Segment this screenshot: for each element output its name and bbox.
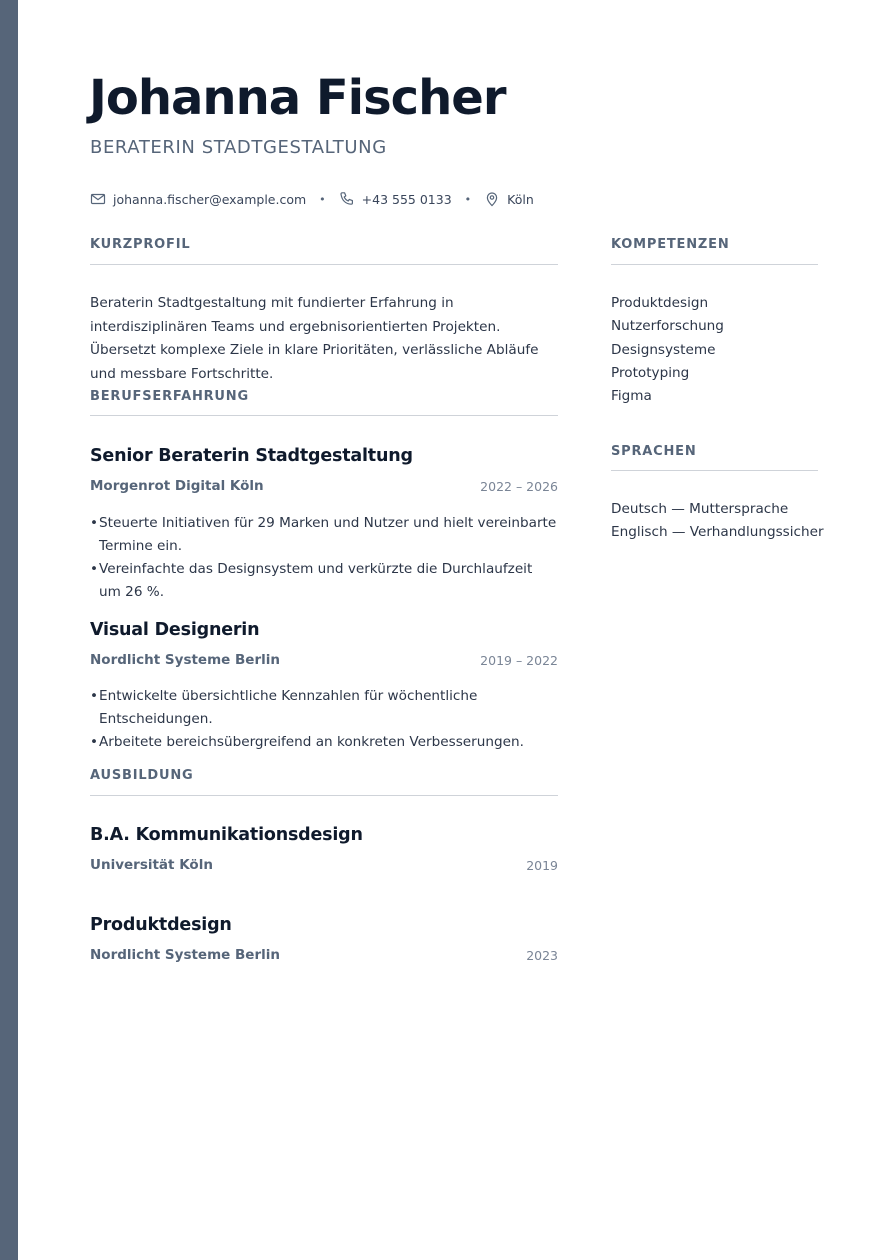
contact-separator: •	[464, 192, 472, 206]
candidate-name: Johanna Fischer	[89, 70, 506, 126]
skill-item: Produktdesign	[611, 295, 709, 311]
job-company: Morgenrot Digital Köln	[90, 478, 264, 494]
job-bullet: •Vereinfachte das Designsystem und verkürzte die Durchlaufzeit um 26 %.	[90, 561, 533, 600]
section-divider	[90, 795, 558, 796]
job-bullet: •Arbeitete bereichsübergreifend an konkreten Verbesserungen.	[90, 734, 524, 750]
skill-item: Figma	[611, 388, 652, 405]
contact-location: Köln	[507, 191, 534, 207]
section-divider	[90, 415, 558, 416]
skill-item: Prototyping	[611, 364, 690, 381]
contact-phone[interactable]: +43 555 0133	[361, 191, 452, 207]
contact-separator: •	[319, 192, 326, 206]
job-dates: 2022 – 2026	[480, 479, 558, 494]
job-bullet-list	[90, 512, 558, 604]
section-divider	[611, 470, 818, 471]
section-title-experience: BERUFSERFAHRUNG	[90, 389, 249, 404]
section-divider	[90, 264, 558, 265]
languages-list	[611, 498, 824, 545]
contact-email[interactable]: johanna.fischer@example.com	[113, 191, 307, 207]
contact-line	[90, 190, 534, 208]
job-bullet: •Entwickelte übersichtliche Kennzahlen für wöchentliche Entscheidungen.	[90, 688, 478, 727]
education-year: 2023	[526, 948, 558, 963]
job-title: Senior Beraterin Stadtgestaltung	[90, 446, 413, 466]
job-company: Nordlicht Systeme Berlin	[90, 652, 280, 668]
job-dates: 2019 – 2022	[480, 653, 558, 668]
education-institution: Nordlicht Systeme Berlin	[90, 947, 280, 963]
section-title-languages: SPRACHEN	[611, 444, 697, 459]
section-title-skills: KOMPETENZEN	[611, 237, 730, 252]
map-pin-icon	[484, 191, 500, 207]
skills-list	[611, 292, 724, 408]
accent-sidebar-bar	[0, 0, 18, 1260]
mail-icon	[90, 191, 106, 207]
language-item: Deutsch — Muttersprache	[611, 501, 789, 517]
education-degree: Produktdesign	[90, 915, 232, 935]
job-title: Visual Designerin	[90, 620, 260, 640]
section-divider	[611, 264, 818, 265]
section-title-education: AUSBILDUNG	[90, 768, 194, 783]
phone-icon	[339, 191, 355, 207]
skill-item: Nutzerforschung	[611, 318, 724, 335]
job-bullet-list	[90, 685, 558, 754]
language-item: Englisch — Verhandlungssicher	[611, 524, 824, 541]
job-bullet: •Steuerte Initiativen für 29 Marken und Nutzer und hielt vereinbarte Termine ein.	[90, 515, 557, 554]
education-institution: Universität Köln	[90, 857, 213, 873]
skill-item: Designsysteme	[611, 341, 716, 358]
profile-summary: Beraterin Stadtgestaltung mit fundierter Erfahrung in interdisziplinären Teams und ergebnisorientierten Projekten. Übersetzt komplexe Ziele in klare Prioritäten, verlässliche Abläufe und messbare Fortschritte.	[90, 295, 539, 382]
education-year: 2019	[526, 858, 558, 873]
education-degree: B.A. Kommunikationsdesign	[90, 825, 363, 845]
candidate-role: BERATERIN STADTGESTALTUNG	[90, 137, 387, 158]
section-title-profile: KURZPROFIL	[90, 237, 191, 252]
